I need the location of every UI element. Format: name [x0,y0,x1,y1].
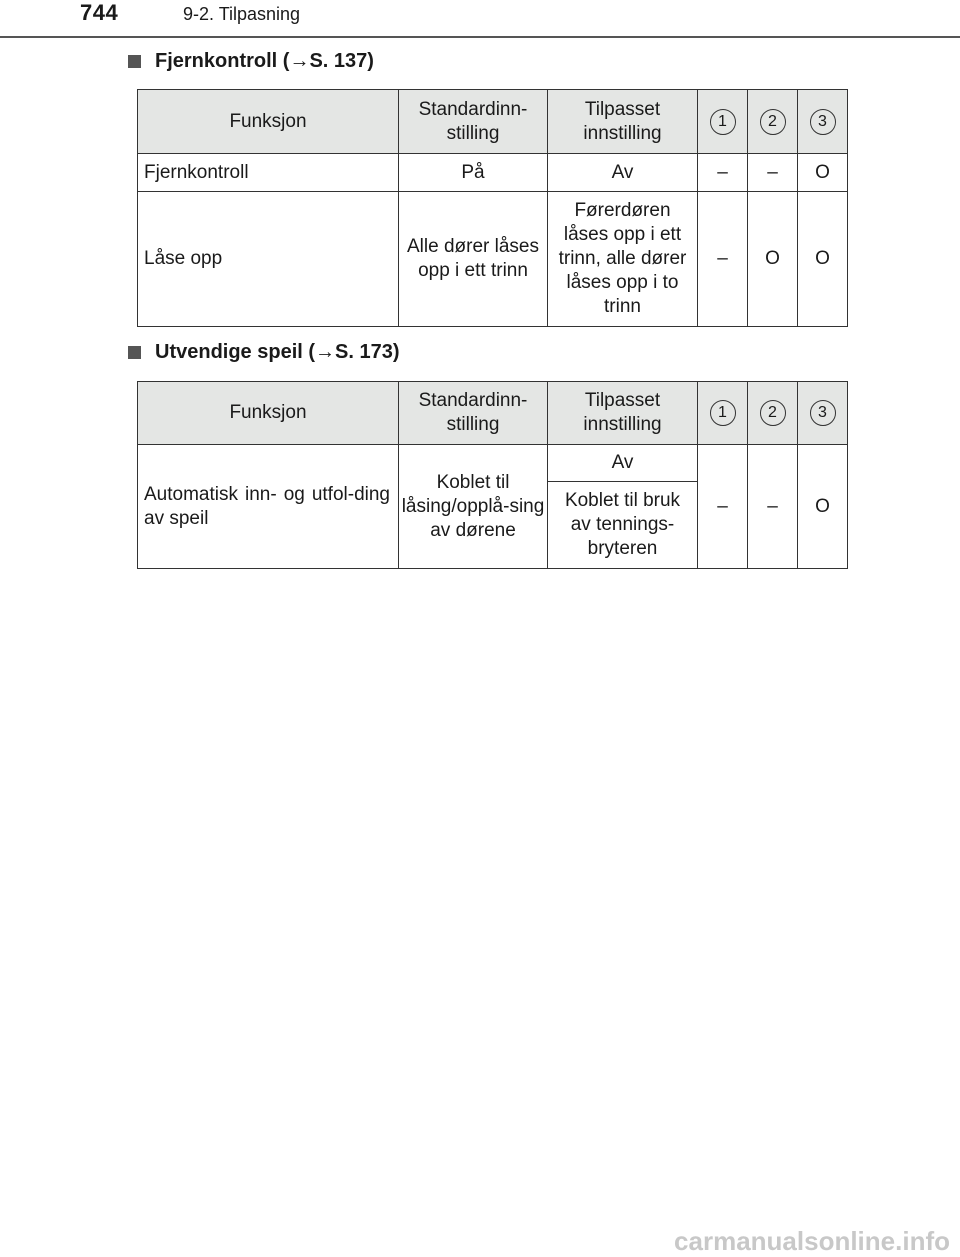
header-standard: Standardinn-stilling [399,382,548,445]
cell-standard: På [399,154,548,192]
header-col-2 [748,382,798,445]
cell-col-3: O [798,154,848,192]
header-rule [0,36,960,38]
table-header-row [138,382,848,445]
section-title-mirrors [128,341,400,364]
arrow-icon: → [289,50,310,72]
cell-col-1: – [698,445,748,569]
cell-col-3: O [798,192,848,327]
cell-funksjon: Fjernkontroll [138,154,399,192]
bullet-square-icon [128,55,141,68]
header-col-3 [798,90,848,154]
cell-tilpasset: Førerdøren låses opp i ett trinn, alle dører låses opp i to trinn [548,192,698,327]
chapter-title: 9-2. Tilpasning [183,4,301,24]
header-standard: Standardinn-stilling [399,90,548,154]
cell-tilpasset: Av [548,154,698,192]
header-tilpasset: Tilpasset innstilling [548,382,698,445]
page-number: 744 [80,0,119,25]
table-row [138,192,848,327]
page-header [0,0,960,38]
cell-col-3: O [798,445,848,569]
settings-table-remote [137,89,848,327]
cell-tilpasset-option-a: Av [548,445,698,482]
cell-col-1: – [698,154,748,192]
header-col-1 [698,382,748,445]
header-col-1 [698,90,748,154]
circled-number-3-icon: 3 [810,109,836,135]
circled-number-3-icon: 3 [810,400,836,426]
header-col-2 [748,90,798,154]
table-row [138,445,848,482]
cell-col-2: O [748,192,798,327]
cell-col-2: – [748,154,798,192]
section-title-remote [128,50,374,73]
arrow-icon: → [315,341,336,363]
cell-col-1: – [698,192,748,327]
cell-funksjon: Låse opp [138,192,399,327]
circled-number-1-icon: 1 [710,109,736,135]
bullet-square-icon [128,346,141,359]
table-header-row [138,90,848,154]
section-title-text: Utvendige speil ( [155,341,316,363]
settings-table-mirrors [137,381,848,569]
cell-standard: Koblet til låsing/opplå-sing av dørene [399,445,548,569]
header-col-3 [798,382,848,445]
circled-number-2-icon: 2 [760,109,786,135]
circled-number-1-icon: 1 [710,400,736,426]
table-row [138,154,848,192]
circled-number-2-icon: 2 [760,400,786,426]
header-tilpasset: Tilpasset innstilling [548,90,698,154]
watermark: carmanualsonline.info [674,1226,950,1256]
cell-standard: Alle dører låses opp i ett trinn [399,192,548,327]
header-funksjon: Funksjon [138,90,399,154]
cell-funksjon: Automatisk inn- og utfol-ding av speil [138,445,399,569]
cell-col-2: – [748,445,798,569]
section-page-ref[interactable]: S. 173) [335,341,400,363]
section-title-text: Fjernkontroll ( [155,50,290,72]
section-page-ref[interactable]: S. 137) [309,50,374,72]
cell-tilpasset-option-b: Koblet til bruk av tennings-bryteren [548,482,698,569]
header-funksjon: Funksjon [138,382,399,445]
